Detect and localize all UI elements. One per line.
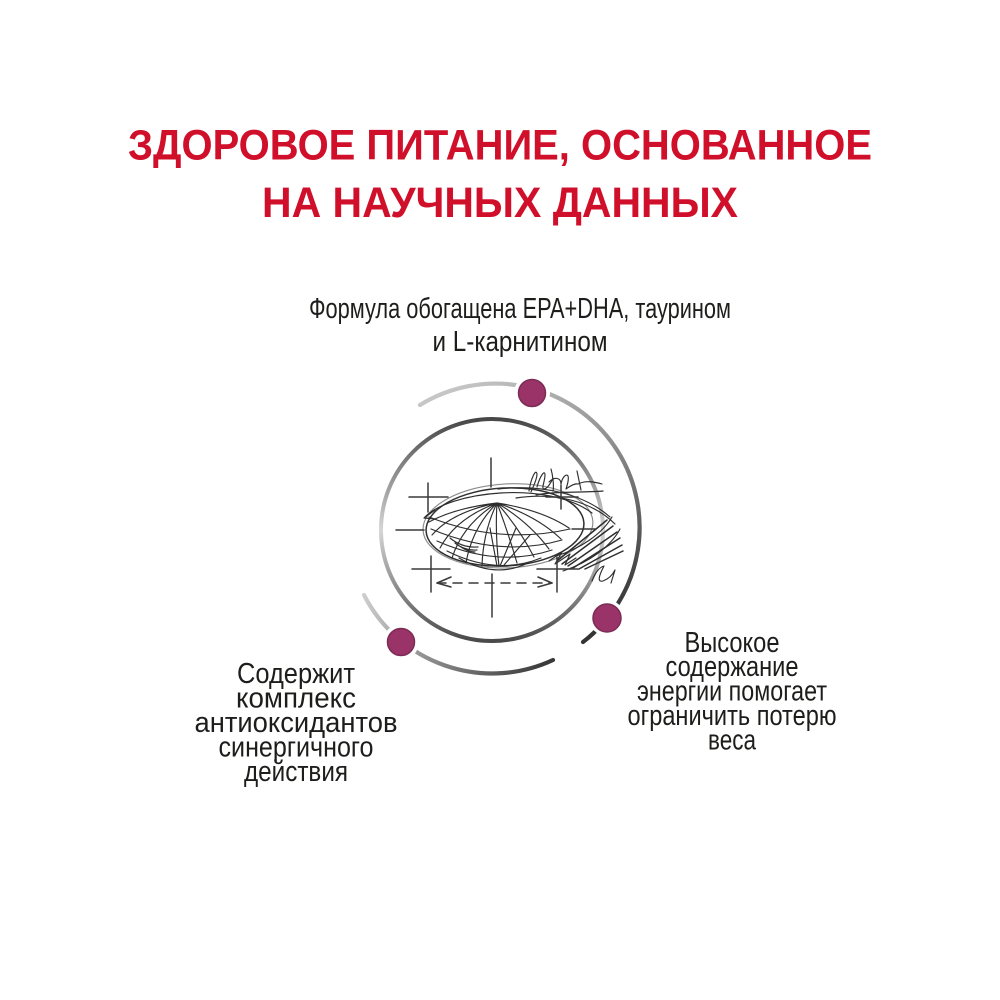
heading-line-1: ЗДОРОВОЕ ПИТАНИЕ, ОСНОВАННОЕ: [128, 121, 872, 170]
callout-left-line-4: синергичного: [218, 731, 374, 764]
subtitle: [309, 293, 731, 358]
callout-left: [195, 658, 398, 788]
callout-right-line-5: веса: [708, 724, 757, 757]
dot-bottom-right: [593, 604, 621, 632]
callout-right-line-2: содержание: [665, 651, 799, 683]
callout-right-line-4: ограничить потерю: [627, 700, 837, 732]
callout-left-line-1: Содержит: [237, 658, 355, 690]
subtitle-line-1: Формула обогащена EPA+DHA, таурином: [309, 293, 731, 325]
callout-left-line-3: антиоксидантов: [194, 707, 398, 739]
callout-left-line-5: действия: [244, 756, 348, 788]
page-title: [128, 122, 872, 228]
subtitle-line-2: и L-карнитином: [432, 326, 608, 358]
dot-bottom-left: [388, 629, 415, 656]
callout-right-line-3: энергии помогает: [637, 675, 827, 708]
heading-line-2: НА НАУЧНЫХ ДАННЫХ: [262, 179, 739, 227]
callout-right-line-1: Высокое: [684, 627, 780, 659]
callout-left-line-2: комплекс: [236, 682, 356, 715]
dot-top: [519, 380, 546, 407]
callout-right: [628, 627, 837, 757]
kibble-sketch-icon: [396, 458, 623, 617]
